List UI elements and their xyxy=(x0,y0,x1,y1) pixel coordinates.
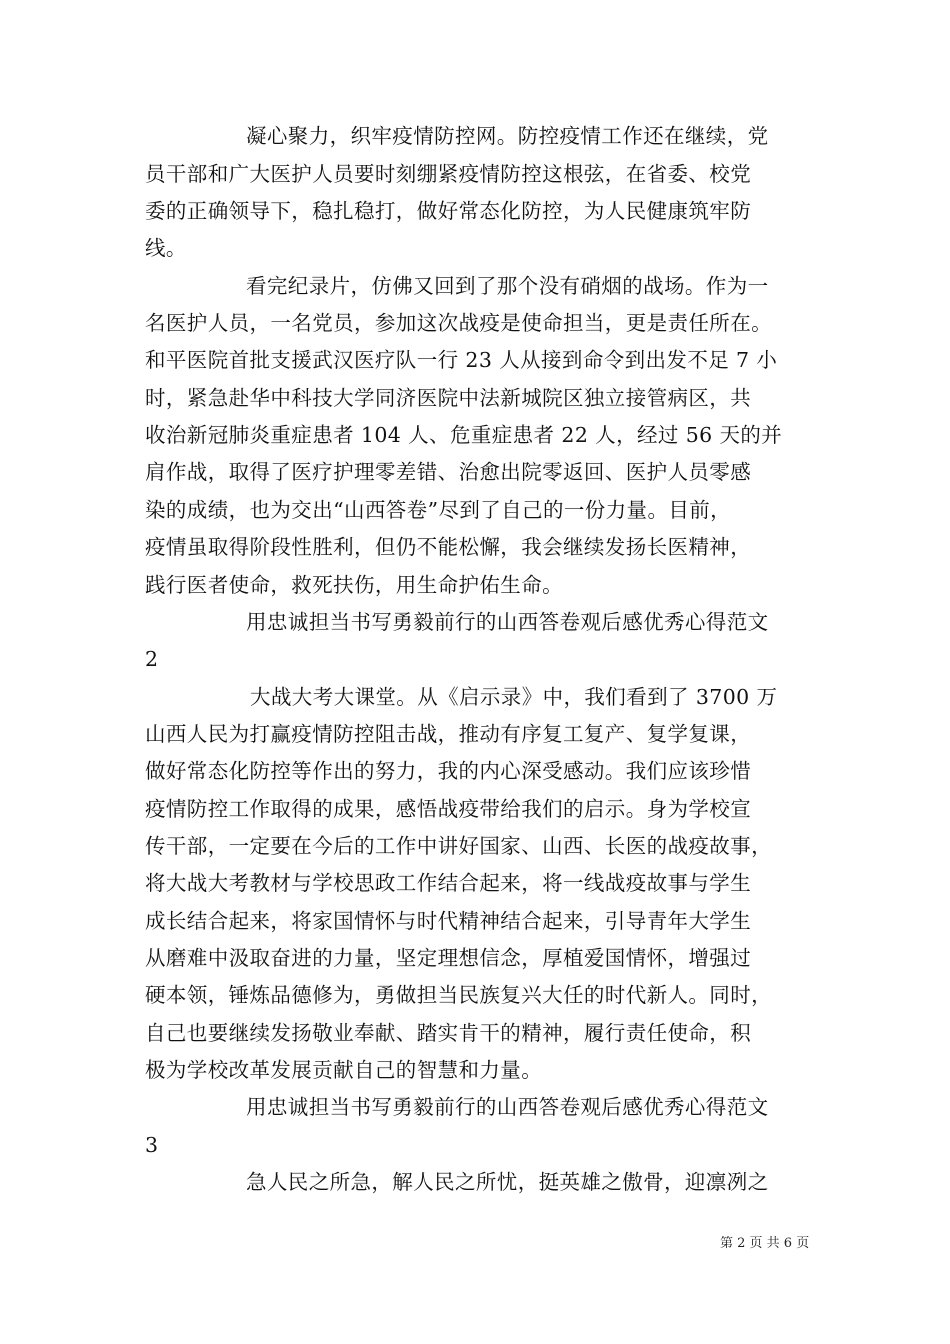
text-line-24: 硬本领，锤炼品德修为，勇做担当民族复兴大任的时代新人。同时， xyxy=(145,983,772,1007)
text-line-11: 染的成绩，也为交出“山西答卷”尽到了自己的一份力量。目前， xyxy=(145,498,732,522)
text-line-17: 山西人民为打赢疫情防控阻击战，推动有序复工复产、复学复课， xyxy=(145,722,752,746)
page-footer: 第 2 页 共 6 页 xyxy=(720,1236,810,1251)
text-line-4: 线。 xyxy=(145,236,187,260)
section-heading-3: 用忠诚担当书写勇毅前行的山西答卷观后感优秀心得范文 xyxy=(246,1095,769,1119)
text-line-23: 从磨难中汲取奋进的力量，坚定理想信念，厚植爱国情怀，增强过 xyxy=(145,946,752,970)
text-line-20: 传干部，一定要在今后的工作中讲好国家、山西、长医的战疫故事， xyxy=(145,834,772,858)
text-line-22: 成长结合起来，将家国情怀与时代精神结合起来，引导青年大学生 xyxy=(145,909,752,933)
text-line-10: 肩作战，取得了医疗护理零差错、治愈出院零返回、医护人员零感 xyxy=(145,460,752,484)
text-line-13: 践行医者使命，救死扶伤，用生命护佑生命。 xyxy=(145,573,563,597)
text-line-2: 员干部和广大医护人员要时刻绷紧疫情防控这根弦，在省委、校党 xyxy=(145,162,752,186)
text-line-21: 将大战大考教材与学校思政工作结合起来，将一线战疫故事与学生 xyxy=(145,871,752,895)
text-line-18: 做好常态化防控等作出的努力，我的内心深受感动。我们应该珍惜 xyxy=(145,759,752,783)
section-heading-3-number: 3 xyxy=(145,1133,159,1157)
text-line-12: 疫情虽取得阶段性胜利，但仍不能松懈，我会继续发扬长医精神， xyxy=(145,535,752,559)
text-line-6: 名医护人员，一名党员，参加这次战疫是使命担当，更是责任所在。 xyxy=(145,311,772,335)
text-line-8: 时，紧急赴华中科技大学同济医院中法新城院区独立接管病区，共 xyxy=(145,386,752,410)
text-line-19: 疫情防控工作取得的成果，感悟战疫带给我们的启示。身为学校宣 xyxy=(145,797,752,821)
text-line-26: 极为学校改革发展贡献自己的智慧和力量。 xyxy=(145,1058,543,1082)
text-line-3: 委的正确领导下，稳扎稳打，做好常态化防控，为人民健康筑牢防 xyxy=(145,199,752,223)
section-heading-2-number: 2 xyxy=(145,647,159,671)
section-heading-2: 用忠诚担当书写勇毅前行的山西答卷观后感优秀心得范文 xyxy=(246,610,769,634)
text-line-29: 急人民之所急，解人民之所忧，挺英雄之傲骨，迎凛冽之 xyxy=(246,1170,769,1194)
text-line-1: 凝心聚力，织牢疫情防控网。防控疫情工作还在继续，党 xyxy=(246,124,769,148)
text-line-7: 和平医院首批支援武汉医疗队一行 23 人从接到命令到出发不足 7 小 xyxy=(145,348,778,372)
text-line-5: 看完纪录片，仿佛又回到了那个没有硝烟的战场。作为一 xyxy=(246,274,769,298)
text-line-25: 自己也要继续发扬敬业奉献、踏实肯干的精神，履行责任使命，积 xyxy=(145,1021,752,1045)
text-line-16: 大战大考大课堂。从《启示录》中，我们看到了 3700 万 xyxy=(250,685,778,709)
text-line-9: 收治新冠肺炎重症患者 104 人、危重症患者 22 人，经过 56 天的并 xyxy=(145,423,783,447)
